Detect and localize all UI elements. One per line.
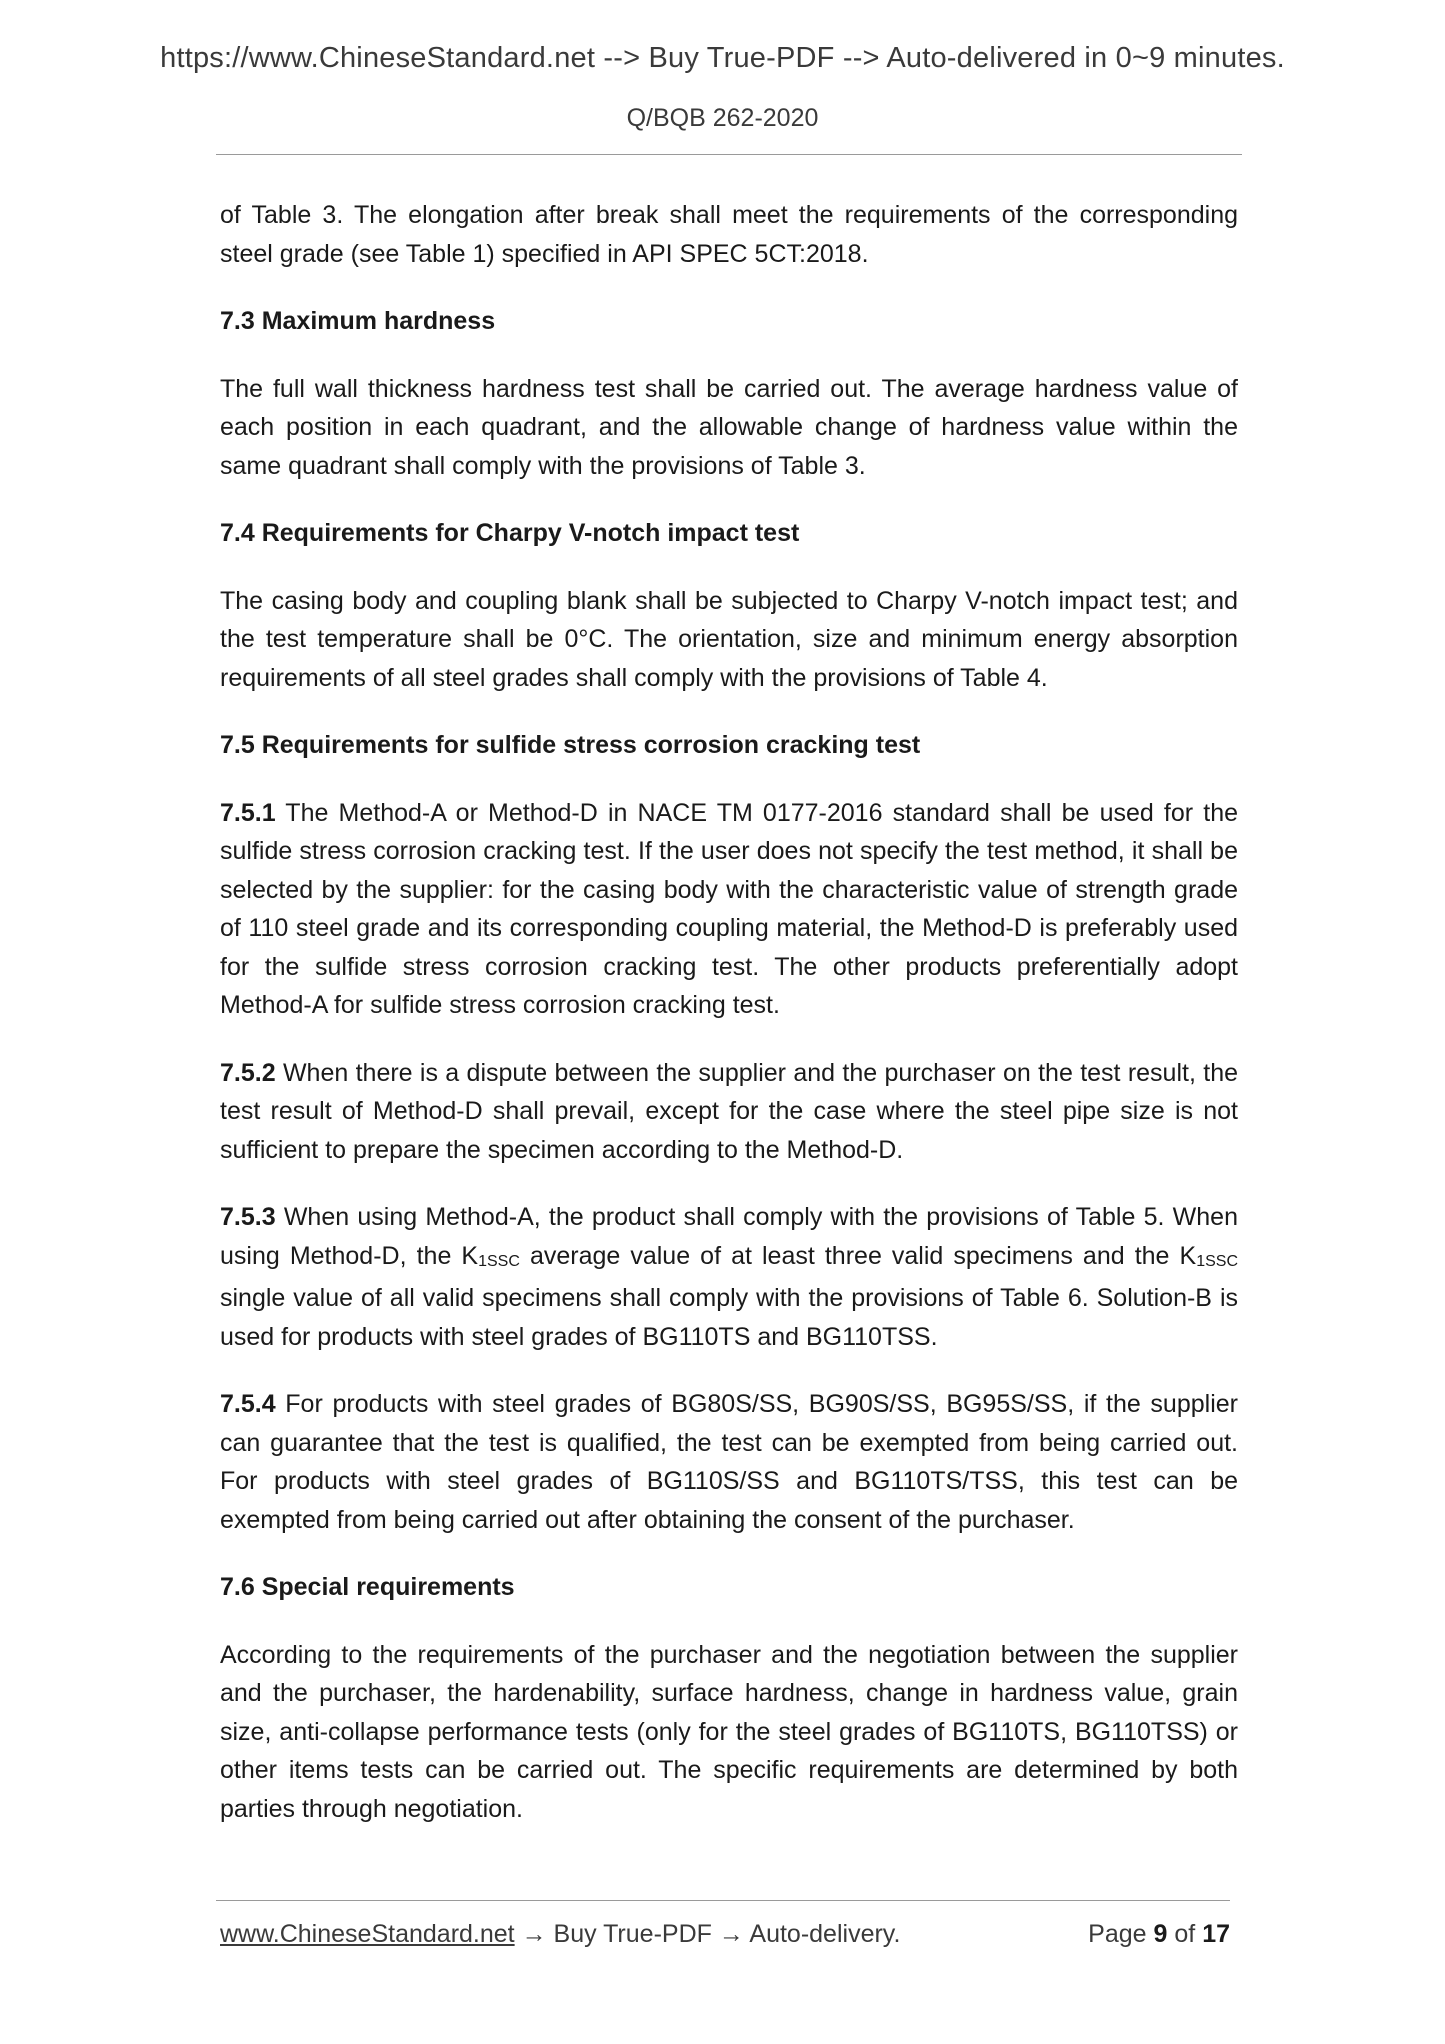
document-code: Q/BQB 262-2020	[626, 104, 819, 132]
clause-number: 7.5.2	[220, 1058, 276, 1087]
section-7-6-text: According to the requirements of the purchaser and the negotiation between the supplier and the purchaser, the hardenability, surface hardness, change in hardness value, grain size, anti-collapse performance tests (only for the steel grades of BG110TS, BG110TSS) or other items tests can be carried out. The specific requirements are determined by both parties through negotiation.	[220, 1640, 1238, 1823]
footer-site-link[interactable]: www.ChineseStandard.net	[220, 1920, 515, 1948]
subscript-1ssc: 1SSC	[1196, 1252, 1238, 1270]
clause-number: 7.5.1	[220, 798, 276, 827]
subscript-1ssc: 1SSC	[478, 1252, 520, 1270]
section-7-3-text: The full wall thickness hardness test shall be carried out. The average hardness value of each position in each quadrant, and the allowable change of hardness value within the same quadrant shall comply with the provisions of Table 3.	[220, 374, 1238, 480]
clause-text: When there is a dispute between the supplier and the purchaser on the test result, the test result of Method-D shall prevail, except for the case where the steel pipe size is not sufficient to prepare the specimen according to the Method-D.	[220, 1058, 1238, 1164]
section-7-4-heading: 7.4 Requirements for Charpy V-notch impact test	[220, 519, 800, 547]
document-body	[220, 196, 1238, 1857]
clause-7-5-2	[220, 1054, 1238, 1170]
clause-7-5-3	[220, 1198, 1238, 1356]
footer-delivery-text: → Buy True-PDF → Auto-delivery.	[514, 1920, 901, 1948]
section-7-3-heading: 7.3 Maximum hardness	[220, 307, 496, 335]
clause-text: When using Method-A, the product shall comply with the provisions of Table 5. When using Method-D, the K	[220, 1203, 1238, 1270]
section-7-6-heading: 7.6 Special requirements	[220, 1573, 515, 1601]
page-footer	[220, 1920, 1230, 1949]
clause-text: single value of all valid specimens shall comply with the provisions of Table 6. Solution-B is used for products with steel grades of BG110TS and BG110TSS.	[220, 1284, 1238, 1351]
page-number: 9	[1153, 1920, 1168, 1948]
page-indicator	[1088, 1920, 1230, 1949]
intro-paragraph: of Table 3. The elongation after break shall meet the requirements of the corresponding steel grade (see Table 1) specified in API SPEC 5CT:2018.	[220, 201, 1238, 268]
header-divider	[216, 154, 1242, 155]
footer-divider	[216, 1900, 1230, 1901]
clause-7-5-4	[220, 1385, 1238, 1539]
clause-text: For products with steel grades of BG80S/SS, BG90S/SS, BG95S/SS, if the supplier can guarantee that the test is qualified, the test can be exempted from being carried out. For products with steel grades of BG110S/SS and BG110TS/TSS, this test can be exempted from being carried out after obtaining the consent of the purchaser.	[220, 1390, 1238, 1534]
page-label: Page	[1088, 1920, 1147, 1948]
section-7-4-text: The casing body and coupling blank shall be subjected to Charpy V-notch impact test; and the test temperature shall be 0°C. The orientation, size and minimum energy absorption requirements of all steel grades shall comply with the provisions of Table 4.	[220, 586, 1238, 692]
clause-text: The Method-A or Method-D in NACE TM 0177-2016 standard shall be used for the sulfide stress corrosion cracking test. If the user does not specify the test method, it shall be selected by the supplier: for the casing body with the characteristic value of strength grade of 110 steel grade and its corresponding coupling material, the Method-D is preferably used for the sulfide stress corrosion cracking test. The other products preferentially adopt Method-A for sulfide stress corrosion cracking test.	[220, 798, 1238, 1019]
section-7-5-heading: 7.5 Requirements for sulfide stress corrosion cracking test	[220, 731, 921, 759]
clause-number: 7.5.4	[220, 1390, 276, 1418]
page-total: 17	[1202, 1920, 1230, 1948]
clause-7-5-1	[220, 794, 1238, 1025]
of-label: of	[1174, 1920, 1196, 1948]
top-banner[interactable]: https://www.ChineseStandard.net --> Buy True-PDF --> Auto-delivered in 0~9 minutes.	[160, 42, 1285, 74]
clause-number: 7.5.3	[220, 1203, 276, 1231]
clause-text: average value of at least three valid specimens and the K	[519, 1241, 1197, 1270]
